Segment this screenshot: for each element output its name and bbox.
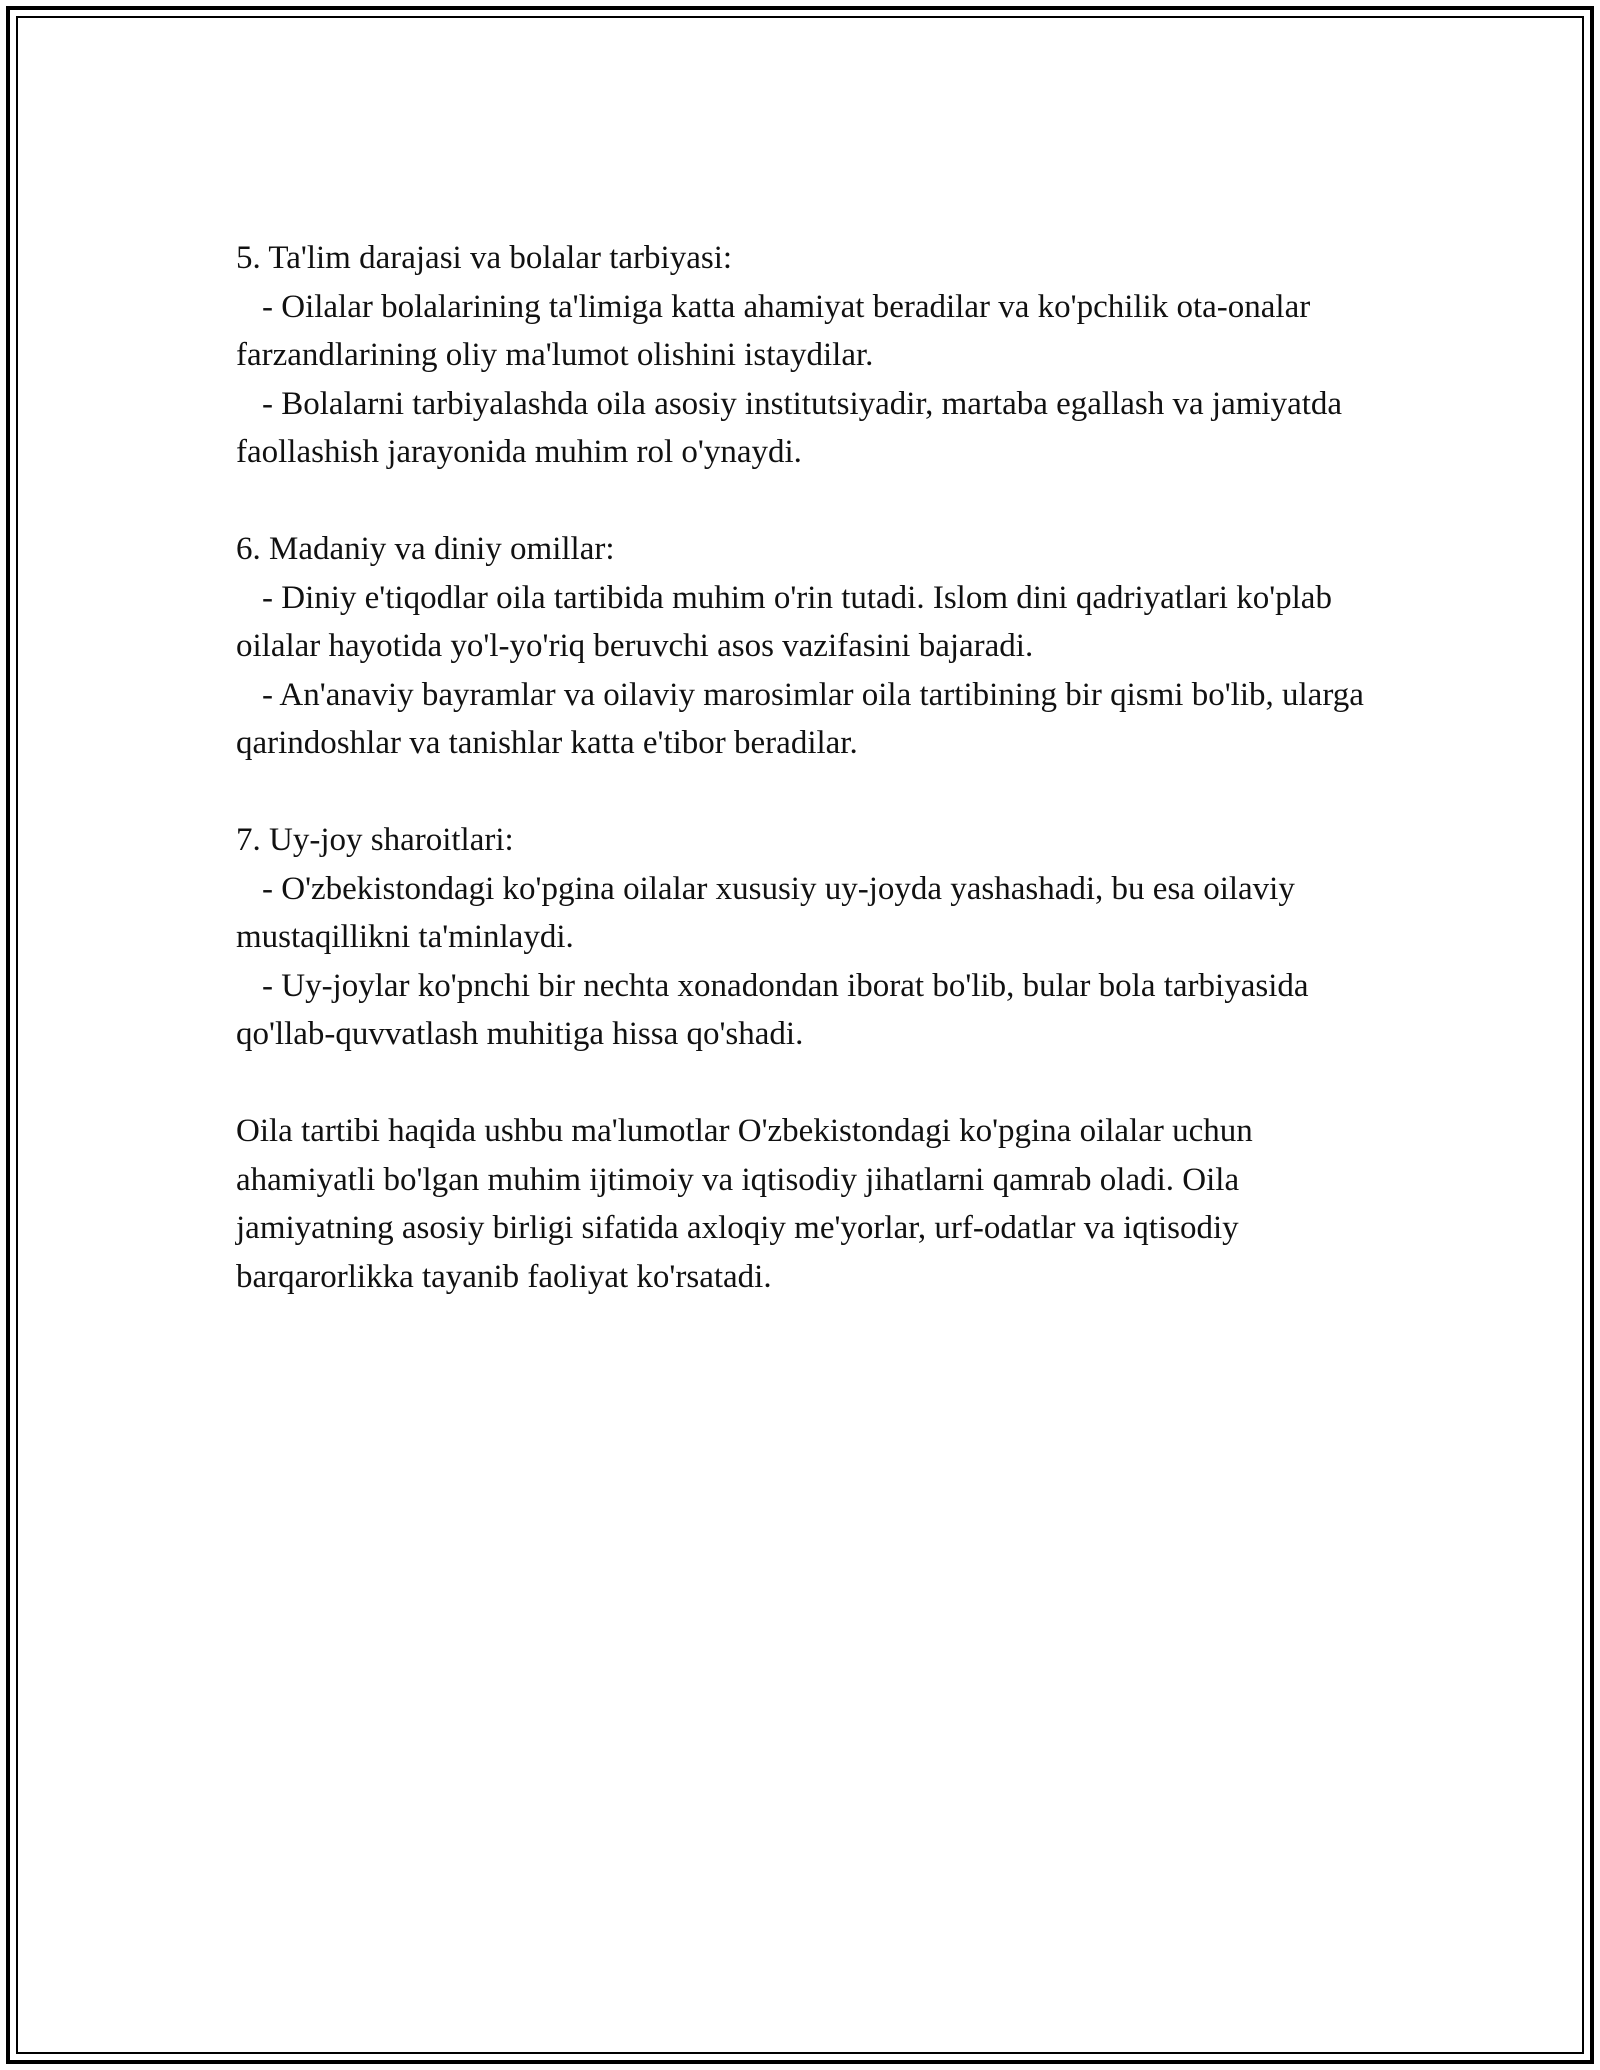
paragraph-gap bbox=[236, 768, 1386, 817]
section-culture-religion bbox=[236, 525, 1386, 768]
section-education bbox=[236, 234, 1386, 477]
section-heading: 6. Madaniy va diniy omillar: bbox=[236, 531, 615, 567]
bullet-item: - Diniy e'tiqodlar oila tartibida muhim o'rin tutadi. Islom dini qadriyatlari ko'plab oilalar hayotida yo'l-yo'riq beruvchi asos vazifasini bajaradi. bbox=[236, 579, 1332, 664]
conclusion-paragraph: Oila tartibi haqida ushbu ma'lumotlar O'zbekistondagi ko'pgina oilalar uchun ahamiyatli bo'lgan muhim ijtimoiy va iqtisodiy jihatlarni qamrab oladi. Oila jamiyatning asosiy birligi sifatida axloqiy me'yorlar, urf-odatlar va iqtisodiy barqarorlikka tayanib faoliyat ko'rsatadi. bbox=[236, 1113, 1253, 1295]
section-housing bbox=[236, 816, 1386, 1059]
bullet-item: - Uy-joylar ko'pnchi bir nechta xonadondan iborat bo'lib, bular bola tarbiyasida qo'llab-quvvatlash muhitiga hissa qo'shadi. bbox=[236, 967, 1309, 1052]
section-heading: 5. Ta'lim darajasi va bolalar tarbiyasi: bbox=[236, 240, 733, 276]
bullet-item: - O'zbekistondagi ko'pgina oilalar xususiy uy-joyda yashashadi, bu esa oilaviy mustaqillikni ta'minlaydi. bbox=[236, 870, 1295, 955]
paragraph-gap bbox=[236, 477, 1386, 526]
paragraph-gap bbox=[236, 1059, 1386, 1108]
bullet-item: - Oilalar bolalarining ta'limiga katta ahamiyat beradilar va ko'pchilik ota-onalar farzandlarining oliy ma'lumot olishini istaydilar. bbox=[236, 288, 1311, 373]
document-body bbox=[236, 234, 1386, 1301]
section-heading: 7. Uy-joy sharoitlari: bbox=[236, 822, 514, 858]
bullet-item: - An'anaviy bayramlar va oilaviy marosimlar oila tartibining bir qismi bo'lib, ularga qarindoshlar va tanishlar katta e'tibor beradilar. bbox=[236, 676, 1364, 761]
bullet-item: - Bolalarni tarbiyalashda oila asosiy institutsiyadir, martaba egallash va jamiyatda faollashish jarayonida muhim rol o'ynaydi. bbox=[236, 385, 1343, 470]
